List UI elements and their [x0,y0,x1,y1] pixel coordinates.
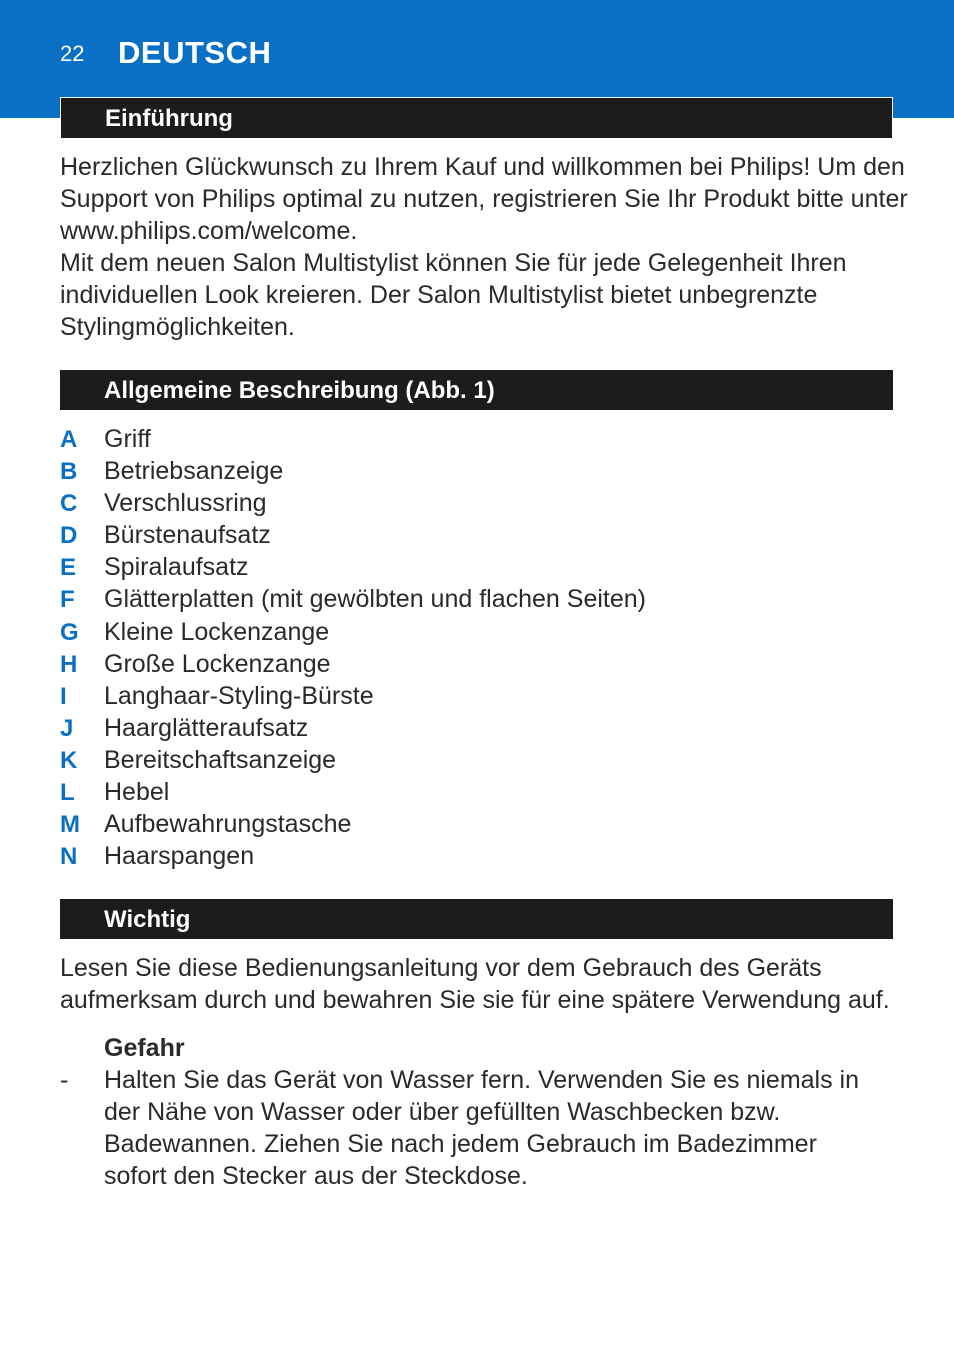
intro-text [60,151,910,343]
list-item [60,551,646,583]
list-item [60,455,646,487]
danger-heading: Gefahr [104,1034,185,1062]
part-letter: G [60,618,79,646]
part-letter: L [60,779,75,807]
danger-list-item [60,1064,880,1192]
part-label: Haarglätteraufsatz [104,713,309,742]
list-item [60,616,646,648]
part-letter: D [60,522,78,550]
important-text [60,952,940,1016]
section-title-important: Wichtig [104,906,191,933]
section-bar-description [60,370,893,410]
part-label: Haarspangen [104,842,255,871]
part-label: Hebel [104,778,170,807]
part-letter: C [60,490,78,518]
section-bar-intro [60,97,893,138]
part-letter: I [60,682,67,710]
part-label: Große Lockenzange [104,649,331,678]
list-item [60,423,646,455]
part-letter: E [60,554,77,582]
part-label: Betriebsanzeige [104,457,284,486]
list-item [60,648,646,680]
list-item [60,744,646,776]
language-title: DEUTSCH [118,35,272,70]
part-label: Verschlussring [104,489,267,518]
part-letter: J [60,714,74,742]
section-title-description: Allgemeine Beschreibung (Abb. 1) [104,377,495,404]
list-item [60,840,646,872]
list-item [60,583,646,615]
part-letter: M [60,811,80,839]
part-label: Kleine Lockenzange [104,617,330,646]
section-bar-important [60,899,893,939]
list-item [60,712,646,744]
list-item [60,680,646,712]
part-letter: K [60,746,78,774]
list-item [60,808,646,840]
list-item [60,776,646,808]
part-letter: N [60,843,78,871]
danger-text: Halten Sie das Gerät von Wasser fern. Verwenden Sie es niemals in der Nähe von Wasser oder über gefüllten Waschbecken bzw. Badewannen. Ziehen Sie nach jedem Gebrauch im Badezimmer sofort den Stecker aus der Steckdose. [104,1066,860,1190]
part-letter: A [60,426,78,453]
parts-list [60,423,646,872]
part-label: Bereitschaftsanzeige [104,745,337,774]
list-item [60,487,646,519]
part-label: Bürstenaufsatz [104,521,271,550]
part-letter: F [60,586,75,614]
part-label: Spiralaufsatz [104,553,249,582]
intro-paragraph-2: Mit dem neuen Salon Multistylist können Sie für jede Gelegenheit Ihren individuellen Look kreieren. Der Salon Multistylist bietet unbegrenzte Stylingmöglichkeiten. [60,249,847,341]
list-dash: - [60,1066,69,1094]
page-number: 22 [60,41,85,66]
part-label: Glätterplatten (mit gewölbten und flachen Seiten) [104,585,646,614]
part-letter: H [60,650,78,678]
important-paragraph: Lesen Sie diese Bedienungsanleitung vor dem Gebrauch des Geräts aufmerksam durch und bewahren Sie sie für eine spätere Verwendung auf. [60,954,890,1014]
part-letter: B [60,458,78,486]
intro-paragraph-1: Herzlichen Glückwunsch zu Ihrem Kauf und willkommen bei Philips! Um den Support von Philips optimal zu nutzen, registrieren Sie Ihr Produkt bitte unter www.philips.com/welcome. [60,153,908,245]
part-label: Griff [104,425,151,453]
part-label: Langhaar-Styling-Bürste [104,681,374,710]
list-item [60,519,646,551]
section-title-intro: Einführung [105,105,233,132]
part-label: Aufbewahrungstasche [104,810,352,839]
